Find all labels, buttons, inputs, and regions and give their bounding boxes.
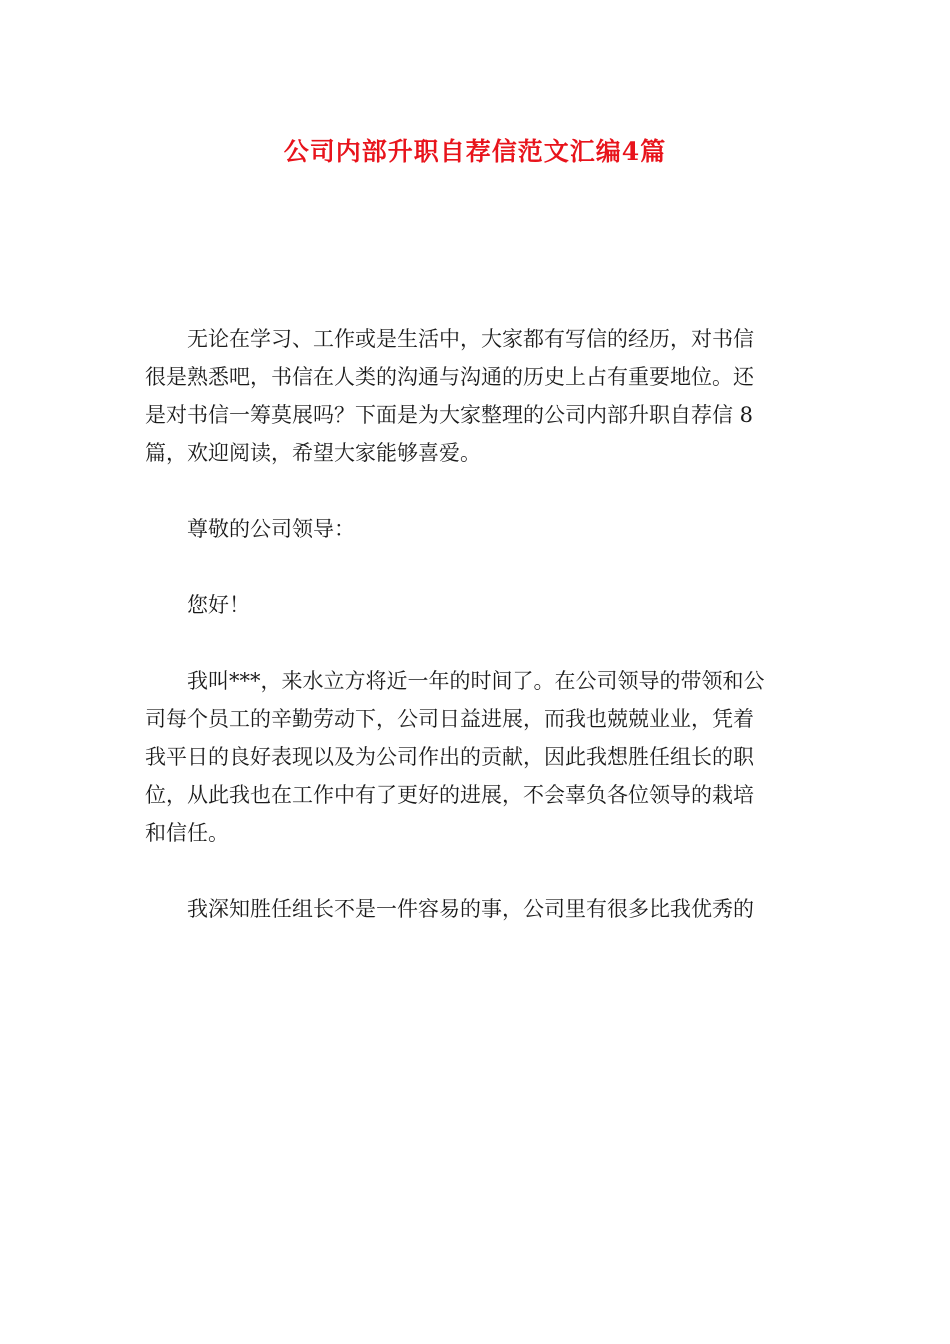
text-line: 是对书信一筹莫展吗？下面是为大家整理的公司内部升职自荐信 8	[145, 403, 754, 427]
text-line: 司每个员工的辛勤劳动下，公司日益进展，而我也兢兢业业，凭着	[145, 707, 754, 731]
paragraph-salutation	[145, 510, 807, 548]
text-line: 我深知胜任组长不是一件容易的事，公司里有很多比我优秀的	[187, 897, 754, 921]
text-line: 位，从此我也在工作中有了更好的进展，不会辜负各位领导的栽培	[145, 783, 754, 807]
document-title: 公司内部升职自荐信范文汇编4篇	[283, 137, 667, 166]
text-line: 很是熟悉吧，书信在人类的沟通与沟通的历史上占有重要地位。还	[145, 365, 754, 389]
text-line: 您好！	[187, 593, 250, 617]
text-line: 我叫***，来水立方将近一年的时间了。在公司领导的带领和公	[187, 669, 765, 693]
paragraph-introduction	[145, 662, 807, 852]
document-body	[145, 320, 807, 966]
text-line: 篇，欢迎阅读，希望大家能够喜爱。	[145, 441, 481, 465]
paragraph-intro	[145, 320, 807, 472]
text-line: 我平日的良好表现以及为公司作出的贡献，因此我想胜任组长的职	[145, 745, 754, 769]
text-line: 无论在学习、工作或是生活中，大家都有写信的经历，对书信	[187, 327, 754, 351]
paragraph-body	[145, 890, 807, 928]
text-line: 和信任。	[145, 821, 229, 845]
paragraph-greeting	[145, 586, 807, 624]
text-line: 尊敬的公司领导：	[187, 517, 355, 541]
